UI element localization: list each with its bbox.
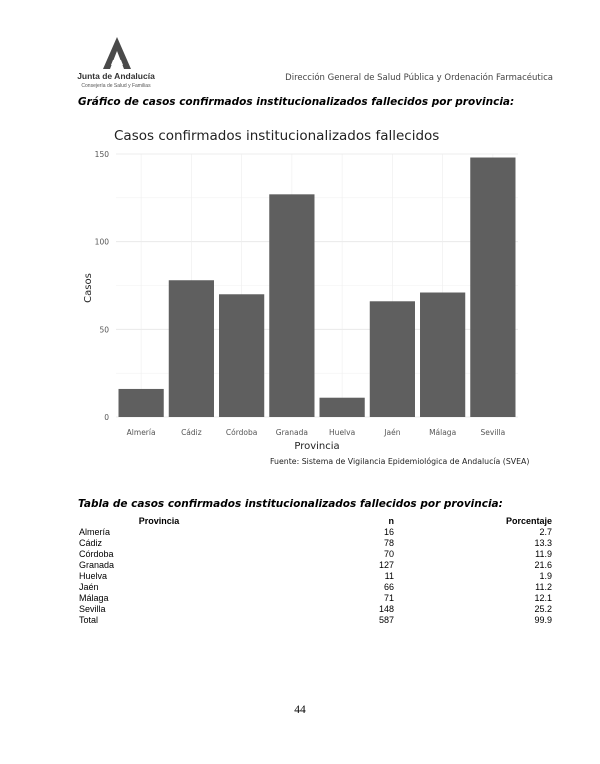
y-tick-label: 150 [94,150,109,159]
table-row [79,582,552,593]
header-provincia: Provincia [138,516,180,526]
table-row [79,549,552,560]
cell-provincia: Sevilla [79,604,106,614]
y-tick-label: 0 [104,413,109,422]
table-header-row [79,516,552,527]
x-tick-label: Cádiz [181,428,202,437]
bar [169,280,214,417]
x-tick-label: Almería [126,428,156,437]
logo-subtitle: Consejería de Salud y Familias [81,83,151,89]
cell-provincia: Huelva [79,571,108,581]
bar [370,301,415,417]
y-axis-label: Casos [83,273,94,303]
x-tick-label: Málaga [429,428,457,437]
header-porcentaje: Porcentaje [505,516,552,526]
cell-n: 11 [384,571,394,581]
bar [420,293,465,417]
y-tick-label: 50 [99,325,109,335]
cell-n: 71 [383,593,394,603]
x-axis-label: Provincia [294,441,340,452]
cell-n: 587 [378,615,394,625]
table-row [79,560,552,571]
table-row [79,593,552,604]
junta-de-andalucia-logo-icon [100,36,134,70]
bar [119,389,164,417]
cell-provincia: Cádiz [79,538,103,548]
bar [219,294,264,417]
cell-n: 16 [383,527,394,537]
cell-porcentaje: 99.9 [534,615,552,625]
bar [269,194,314,417]
bar [320,398,365,417]
cell-n: 148 [378,604,394,614]
cell-porcentaje: 13.3 [534,538,552,548]
table-row-total [79,615,552,626]
cell-porcentaje: 12.1 [534,593,552,603]
x-tick-label: Huelva [329,428,356,437]
cases-table [79,516,552,626]
x-axis-ticks [127,428,506,437]
header-department: Dirección General de Salud Pública y Ordenación Farmacéutica [285,73,553,83]
cell-n: 127 [378,560,394,570]
table-row [79,527,552,538]
cell-n: 70 [383,549,394,559]
x-tick-label: Granada [275,428,308,437]
y-tick-label: 100 [94,237,109,247]
table-row [79,604,552,615]
cell-provincia: Granada [79,560,115,570]
cell-provincia: Almería [79,527,111,537]
x-tick-label: Sevilla [480,428,506,437]
cell-provincia: Total [79,615,99,625]
cell-n: 66 [383,582,394,592]
x-tick-label: Jaén [384,428,401,437]
cell-provincia: Córdoba [79,549,114,559]
logo-name: Junta de Andalucía [77,71,155,81]
table-heading: Tabla de casos confirmados institucionalizados fallecidos por provincia: [78,498,503,510]
cell-porcentaje: 2.7 [539,527,552,537]
chart-caption: Fuente: Sistema de Vigilancia Epidemiológica de Andalucía (SVEA) [270,457,530,466]
chart-title: Casos confirmados institucionalizados fallecidos [114,128,440,144]
header-n: n [388,516,394,526]
cell-porcentaje: 21.6 [534,560,552,570]
cell-provincia: Jaén [79,582,99,592]
page-number: 44 [294,704,306,716]
table-row [79,538,552,549]
cell-provincia: Málaga [79,593,109,603]
cell-porcentaje: 11.2 [535,582,552,592]
table-row [79,571,552,582]
bar-chart [74,122,534,472]
chart-bars [119,158,516,417]
x-tick-label: Córdoba [225,428,258,437]
y-axis-ticks [95,150,110,422]
cell-porcentaje: 1.9 [539,571,552,581]
cell-n: 78 [383,538,394,548]
chart-heading: Gráfico de casos confirmados institucionalizados fallecidos por provincia: [78,96,515,108]
cell-porcentaje: 11.9 [535,549,552,559]
cell-porcentaje: 25.2 [534,604,552,614]
bar [470,158,515,417]
